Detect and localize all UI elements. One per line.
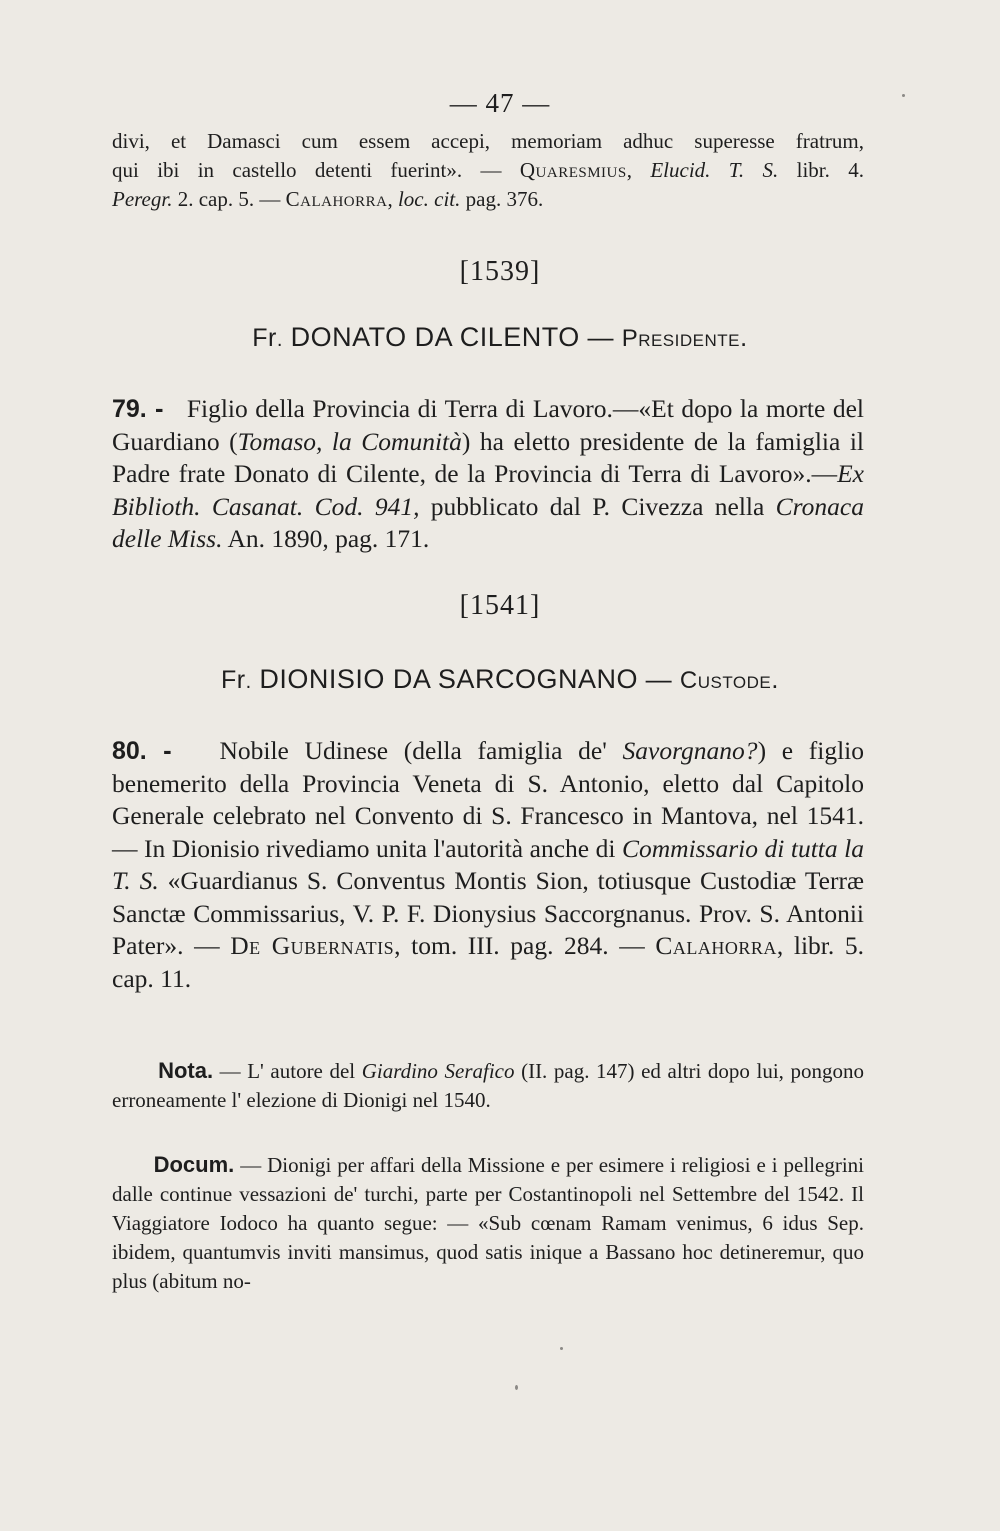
paragraph-number: 80.: [112, 737, 147, 765]
paragraph-italic: Savorgnano?: [622, 736, 758, 765]
work-title-peregr: Peregr.: [112, 187, 173, 211]
section-year-1539: [1539]: [459, 256, 541, 287]
nota-text: (II. pag. 147) ed altri dopo lui, pongono erroneamente l' elezione di Dionigi nel 1540.: [112, 1059, 864, 1112]
intro-text: libr. 4.: [778, 158, 864, 182]
paragraph-text: Nobile Udinese (della famiglia de': [219, 736, 623, 765]
separator: ,: [387, 187, 398, 211]
paper-speck: [560, 1347, 563, 1350]
paragraph-79: [112, 393, 864, 556]
section-heading-1539: [0, 322, 1000, 353]
docum-paragraph: [112, 1150, 864, 1296]
intro-line-1: divi, et Damasci cum essem accepi, memoriam adhuc superesse fratrum,: [112, 129, 864, 153]
heading-name: DIONISIO DA SARCOGNANO: [259, 664, 638, 694]
nota-text: — L' autore del: [213, 1059, 362, 1083]
paragraph-italic: Ex Biblioth. Casanat. Cod. 941,: [112, 459, 864, 521]
section-year-1541: [1541]: [459, 590, 541, 621]
nota-label: Nota.: [158, 1058, 214, 1083]
separator: ,: [626, 158, 651, 182]
intro-text: 2. cap. 5. —: [172, 187, 286, 211]
author-quaresmius: Quaresmius: [519, 158, 627, 182]
paragraph-80: [112, 735, 864, 995]
docum-text: — Dionigi per affari della Missione e per esimere i religiosi e i pellegrini dalle continue vessazioni de' turchi, parte per Costantinopoli nel Settembre del 1542. Il Viaggiatore Iodoco ha quanto segue: — «Sub cœnam Ramam venimus, 6 idus Sep. ibidem, quantumvis inviti mansimus, quod satis inique a Bassano hoc detineremur, quo plus (abitum no-: [112, 1153, 864, 1293]
heading-role: Custode: [679, 667, 772, 694]
nota-paragraph: [112, 1056, 864, 1115]
paragraph-dash: -: [146, 737, 189, 765]
paragraph-text: ) ha eletto presidente de la famiglia il Padre frate Donato di Cilente, de la Provincia di Terra di Lavoro».—: [112, 426, 864, 488]
paragraph-text: , libr. 5. cap. 11.: [112, 931, 864, 993]
heading-dash: —: [579, 322, 622, 352]
paragraph-number: 79.: [112, 395, 147, 423]
intro-paragraph: [112, 127, 864, 214]
intro-line-3: [112, 185, 864, 214]
page-number: — 47 —: [449, 88, 551, 118]
heading-dash: —: [637, 664, 680, 694]
work-title-elucid: Elucid. T. S.: [650, 158, 779, 182]
author-calahorra: Calahorra: [655, 931, 777, 960]
paper-speck: [515, 1385, 518, 1390]
intro-line-2: [112, 156, 864, 185]
paragraph-text: , tom. III. pag. 284. —: [394, 931, 656, 960]
heading-dot: .: [740, 322, 748, 352]
heading-fr: Fr: [252, 324, 277, 352]
heading-name: DONATO DA CILENTO: [290, 322, 580, 352]
heading-role: Presidente: [621, 325, 740, 352]
heading-fr: Fr: [220, 666, 246, 694]
paragraph-text: Figlio della Provincia di Terra di Lavoro.—«Et dopo la morte del Guardiano (: [112, 394, 864, 456]
paragraph-italic: Cronaca delle Miss.: [112, 491, 864, 553]
paragraph-text: pubblicato dal P. Civezza nella: [419, 491, 776, 521]
paper-speck: [902, 94, 905, 97]
paragraph-italic: Commissario di tutta la T. S.: [112, 833, 865, 895]
nota-italic: Giardino Serafico: [361, 1059, 515, 1083]
paragraph-italic: Tomaso, la Comunità: [237, 426, 462, 456]
author-calahorra: Calahorra: [285, 187, 388, 211]
paragraph-text: An. 1890, pag. 171.: [222, 524, 430, 553]
heading-dot: .: [276, 329, 283, 351]
intro-text: qui ibi in castello detenti fuerint». —: [112, 158, 520, 182]
heading-dot: .: [245, 671, 252, 693]
docum-label: Docum.: [153, 1152, 235, 1177]
heading-dot: .: [771, 664, 780, 694]
author-de-gubernatis: De Gubernatis: [230, 931, 395, 960]
paragraph-text: ) e figlio benemerito della Provincia Veneta di S. Antonio, eletto dal Capitolo Generale celebrato nel Convento di S. Francesco in Mantova, nel 1541. — In Dionisio rivediamo unita l'autorità anche di: [112, 736, 864, 863]
section-heading-1541: [0, 664, 1000, 695]
paragraph-text: «Guardianus S. Conventus Montis Sion, totiusque Custodiæ Terræ Sanctæ Commissarius, V. P. F. Dionysius Saccorgnanus. Prov. S. Antonii Pater». —: [112, 866, 864, 960]
intro-text: pag. 376.: [460, 187, 544, 211]
paragraph-dash: -: [146, 395, 172, 423]
loc-cit: loc. cit.: [397, 187, 461, 211]
